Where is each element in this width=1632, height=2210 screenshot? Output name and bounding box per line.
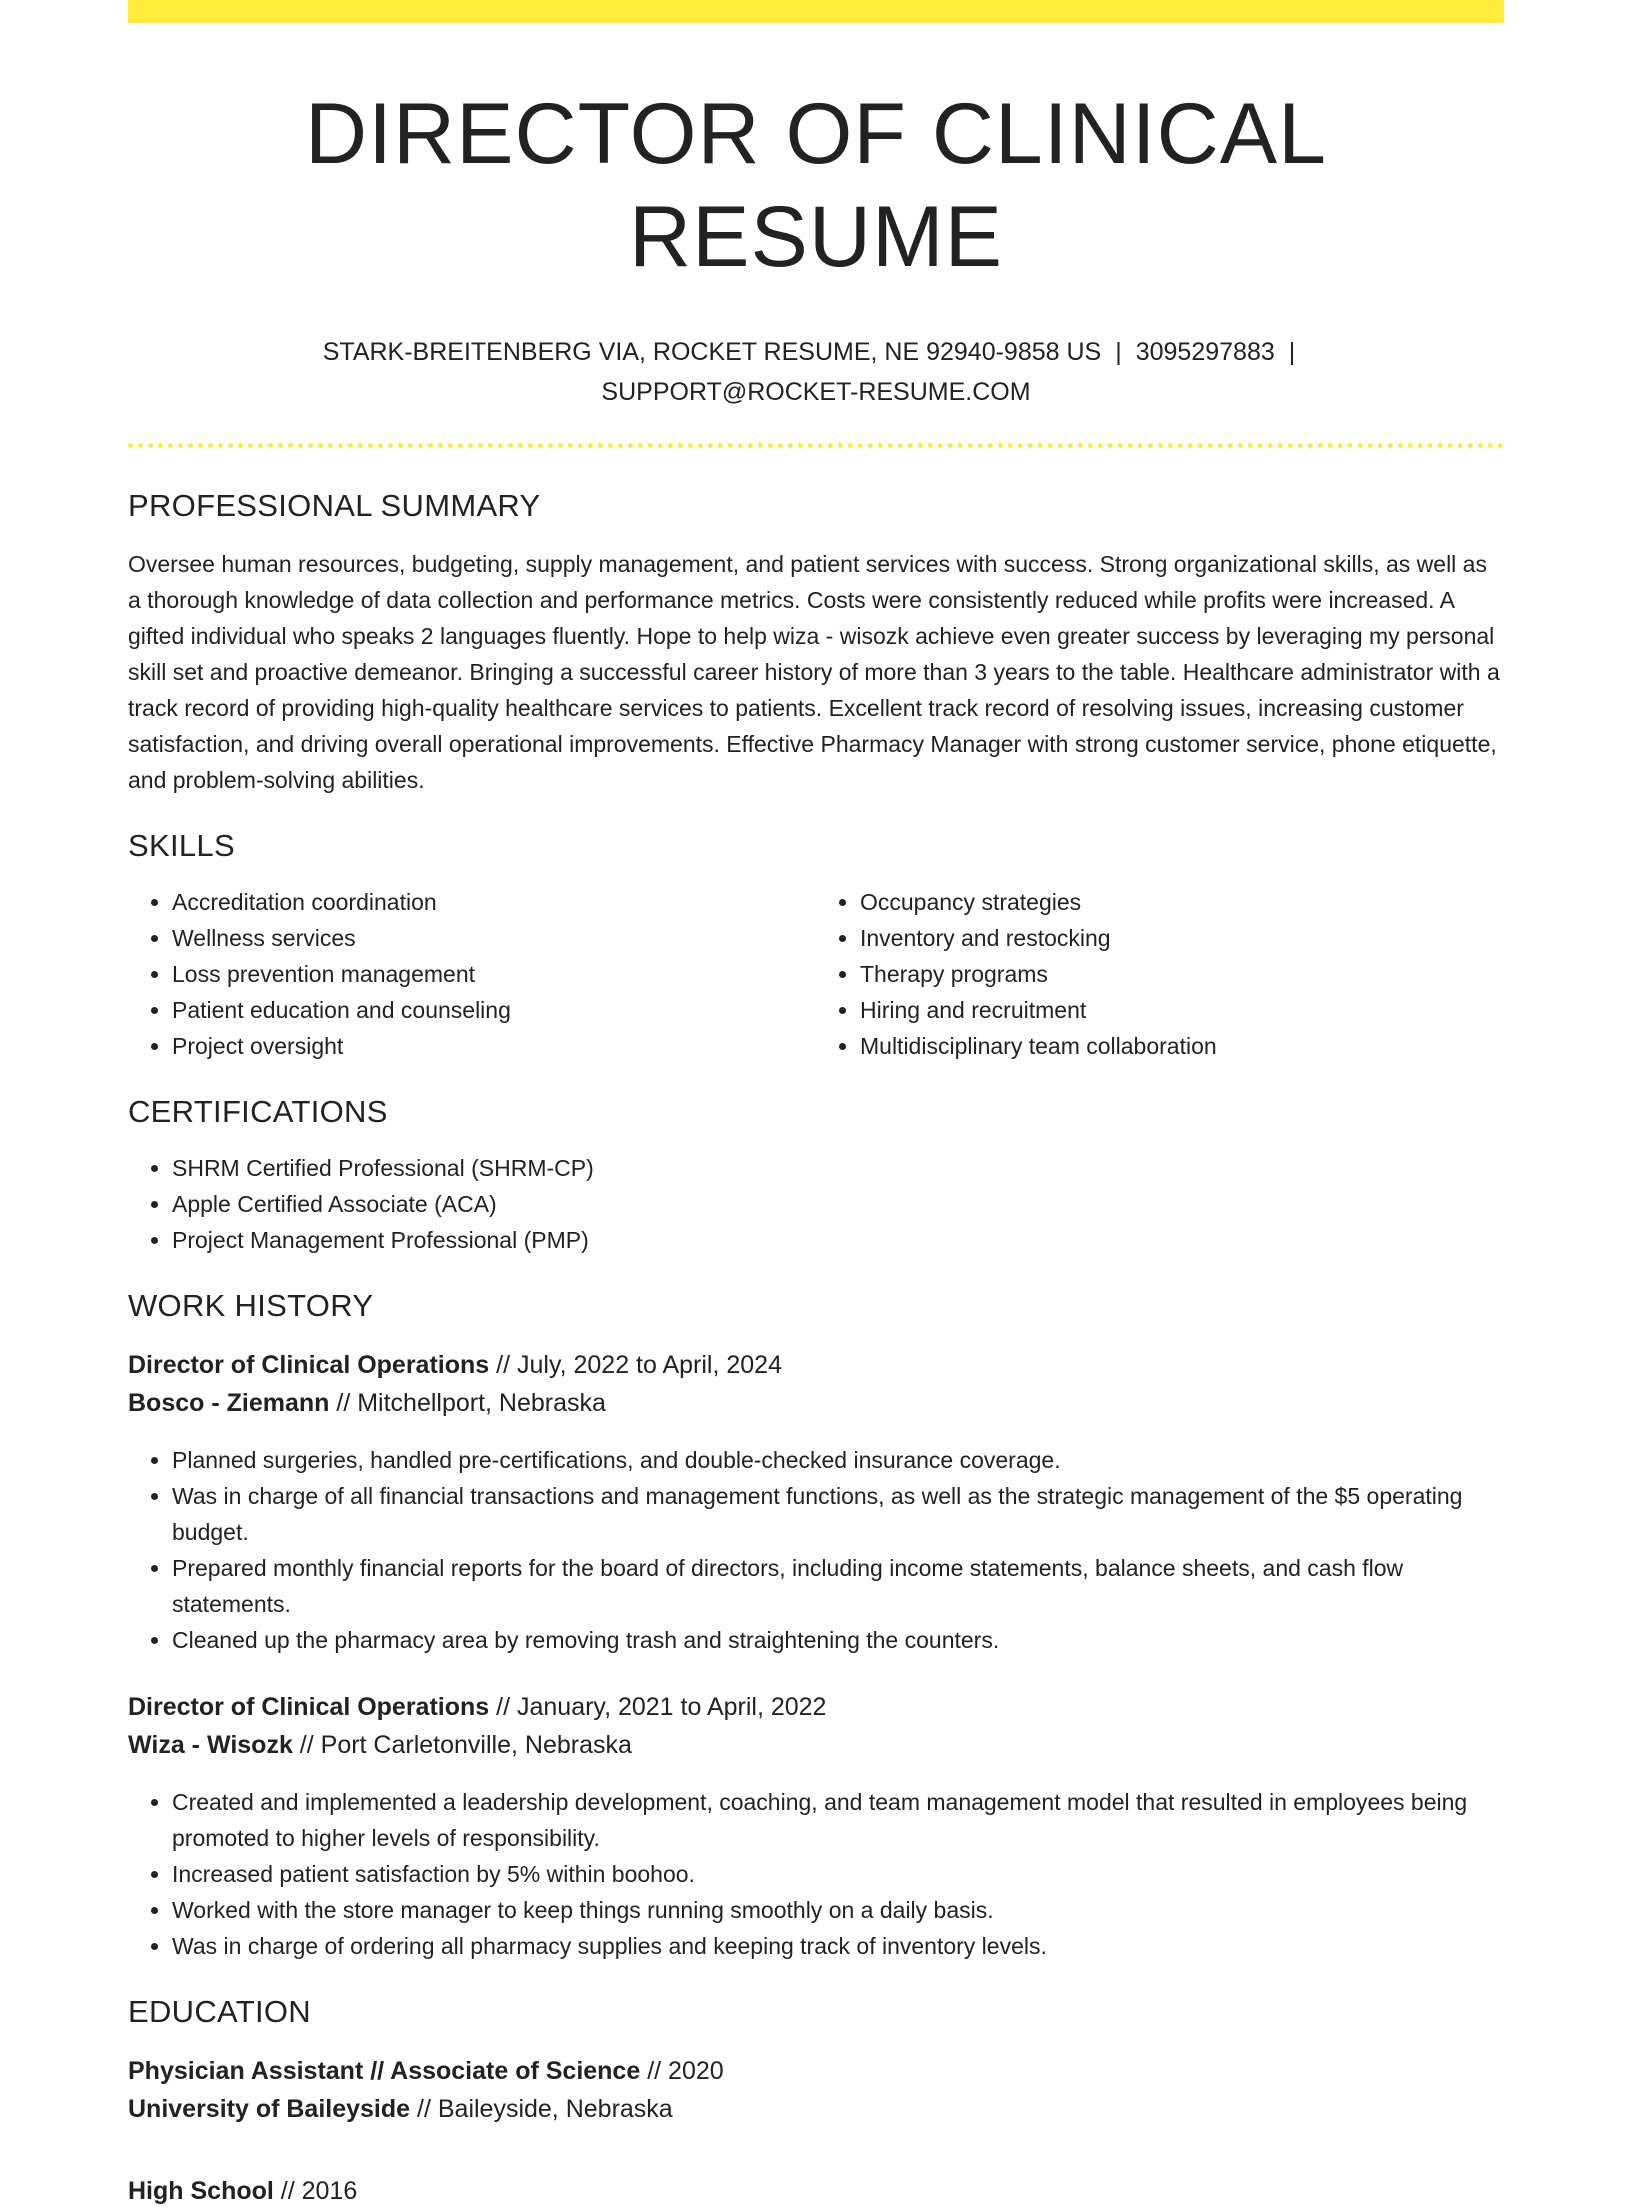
certifications-heading: CERTIFICATIONS xyxy=(128,1094,388,1130)
job-entry xyxy=(128,1346,1504,1658)
job-company: Bosco - Ziemann xyxy=(128,1389,330,1418)
job-location: Port Carletonville, Nebraska xyxy=(320,1731,632,1760)
resume-title: DIRECTOR OF CLINICAL RESUME xyxy=(305,86,1327,286)
summary-text: Oversee human resources, budgeting, supply management, and patient services with success. Strong organizational skills, as well as a thorough knowledge of data collection and performance metrics. Costs were consistently reduced while profits were increased. A gifted individual who speaks 2 languages fluently. Hope to help wiza - wisozk achieve even greater success by leveraging my personal skill set and proactive demeanor. Bringing a successful career history of more than 3 years to the table. Healthcare administrator with a track record of providing high-quality healthcare services to patients. Excellent track record of resolving issues, increasing customer satisfaction, and driving overall operational improvements. Effective Pharmacy Manager with strong customer service, phone etiquette, and problem-solving abilities. xyxy=(128,551,1500,794)
skill-item: • Patient education and counseling xyxy=(172,992,816,1028)
education-year: 2020 xyxy=(668,2057,724,2086)
education-degree: High School xyxy=(128,2177,274,2206)
job-role: Director of Clinical Operations xyxy=(128,1693,490,1722)
job-company: Wiza - Wisozk xyxy=(128,1731,293,1760)
certification-item: • SHRM Certified Professional (SHRM-CP) xyxy=(172,1150,1504,1186)
contact-phone: 3095297883 xyxy=(1135,338,1275,367)
job-bullet: • Was in charge of all financial transactions and management functions, as well as the strategic management of the $5 operating budget. xyxy=(172,1478,1504,1550)
job-bullets xyxy=(128,1784,1504,1964)
certification-item: • Project Management Professional (PMP) xyxy=(172,1222,1504,1258)
job-company-line xyxy=(128,1384,1504,1422)
top-accent-bar xyxy=(128,0,1504,23)
education-separator: // xyxy=(410,2095,438,2124)
skill-item: • Loss prevention management xyxy=(172,956,816,992)
job-separator: // xyxy=(489,1693,517,1722)
job-entry xyxy=(128,1688,1504,1964)
header-divider xyxy=(128,443,1504,448)
job-role: Director of Clinical Operations xyxy=(128,1351,490,1380)
education-entry xyxy=(128,2172,1504,2210)
job-dates: January, 2021 to April, 2022 xyxy=(516,1693,827,1722)
skill-item: • Therapy programs xyxy=(860,956,1504,992)
education-entry xyxy=(128,2052,1504,2128)
skills-list xyxy=(128,864,1504,1064)
job-bullet: • Was in charge of ordering all pharmacy supplies and keeping track of inventory levels. xyxy=(172,1928,1504,1964)
skill-item: • Inventory and restocking xyxy=(860,920,1504,956)
education-school: University of Baileyside xyxy=(128,2095,411,2124)
education-separator: // xyxy=(273,2177,302,2206)
job-bullet: • Cleaned up the pharmacy area by removing trash and straightening the counters. xyxy=(172,1622,1504,1658)
work-history-heading: WORK HISTORY xyxy=(128,1288,374,1324)
skill-item: • Hiring and recruitment xyxy=(860,992,1504,1028)
certification-item: • Apple Certified Associate (ACA) xyxy=(172,1186,1504,1222)
skills-column-left xyxy=(128,884,816,1064)
education-year: 2016 xyxy=(301,2177,358,2206)
job-role-line xyxy=(128,1688,1504,1726)
resume-page xyxy=(128,0,1504,2210)
job-bullet: • Created and implemented a leadership development, coaching, and team management model that resulted in employees being promoted to higher levels of responsibility. xyxy=(172,1784,1504,1856)
job-bullet: • Increased patient satisfaction by 5% within boohoo. xyxy=(172,1856,1504,1892)
contact-info xyxy=(128,332,1504,412)
skill-item: • Project oversight xyxy=(172,1028,816,1064)
job-separator: // xyxy=(489,1351,517,1380)
education-degree: Physician Assistant // Associate of Science xyxy=(128,2057,641,2086)
job-separator: // xyxy=(329,1389,358,1418)
skills-heading: SKILLS xyxy=(128,828,235,864)
education-degree-line xyxy=(128,2052,1504,2090)
job-bullets xyxy=(128,1442,1504,1658)
contact-separator: | xyxy=(1115,338,1122,367)
job-bullet: • Prepared monthly financial reports for the board of directors, including income statements, balance sheets, and cash flow statements. xyxy=(172,1550,1504,1622)
job-location: Mitchellport, Nebraska xyxy=(357,1389,606,1418)
job-bullet: • Planned surgeries, handled pre-certifications, and double-checked insurance coverage. xyxy=(172,1442,1504,1478)
skill-item: • Occupancy strategies xyxy=(860,884,1504,920)
education-heading: EDUCATION xyxy=(128,1994,311,2030)
education-separator: // xyxy=(640,2057,669,2086)
certifications-list xyxy=(128,1150,1504,1258)
job-company-line xyxy=(128,1726,1504,1764)
contact-separator: | xyxy=(1288,338,1296,367)
job-role-line xyxy=(128,1346,1504,1384)
education-degree-line xyxy=(128,2172,1504,2210)
skills-column-right xyxy=(816,884,1504,1064)
skill-item: • Wellness services xyxy=(172,920,816,956)
contact-address: STARK-BREITENBERG VIA, ROCKET RESUME, NE 92940-9858 US xyxy=(322,338,1102,367)
education-school-line xyxy=(128,2090,1504,2128)
job-bullet: • Worked with the store manager to keep things running smoothly on a daily basis. xyxy=(172,1892,1504,1928)
skill-item: • Accreditation coordination xyxy=(172,884,816,920)
skill-item: • Multidisciplinary team collaboration xyxy=(860,1028,1504,1064)
education-location: Baileyside, Nebraska xyxy=(437,2095,673,2124)
contact-email: SUPPORT@ROCKET-RESUME.COM xyxy=(601,378,1031,407)
summary-heading: PROFESSIONAL SUMMARY xyxy=(128,488,541,524)
job-separator: // xyxy=(292,1731,321,1760)
job-dates: July, 2022 to April, 2024 xyxy=(516,1351,782,1380)
